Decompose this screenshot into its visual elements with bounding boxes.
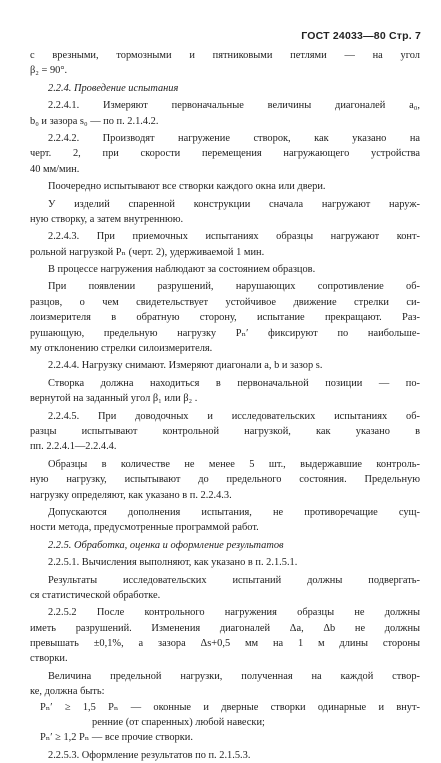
text-line: В процессе нагружения наблюдают за состоянием образцов.	[48, 264, 316, 276]
text-line: 2.2.5.2 После контрольного нагружения образцы не должны	[48, 607, 420, 619]
text-line: 2.2.4.1. Измеряют первоначальные величины диагоналей a₀,	[48, 100, 420, 112]
text-line: 2.2.5.3. Оформление результатов по п. 2.1.5.3.	[48, 749, 251, 761]
text-line: рольной нагрузкой Pₙ (черт. 2), удерживаемой 1 мин.	[30, 246, 265, 258]
text-line: 2.2.4.5. При доводочных и исследовательских испытаниях об-	[48, 410, 420, 422]
text-line: разцы испытывают контрольной нагрузкой, как указано в	[30, 425, 420, 437]
text-line: β₂ = 90°.	[30, 65, 68, 77]
text-line: Поочередно испытывают все створки каждого окна или двери.	[48, 181, 326, 193]
text-line: 2.2.4.2. Производят нагружение створок, как указано на	[48, 132, 420, 144]
text-line: 40 мм/мин.	[30, 163, 80, 175]
text-line: 2.2.4.4. Нагрузку снимают. Измеряют диагонали a, b и зазор s.	[48, 360, 323, 372]
text-line: нагрузку определяют, как указано в п. 2.2.4.3.	[30, 489, 232, 501]
text-line: 2.2.4.3. При приемочных испытаниях образцы нагружают конт-	[48, 231, 420, 243]
text-line: ке, должна быть:	[30, 686, 105, 698]
running-header: ГОСТ 24033—80 Стр. 7	[301, 30, 421, 42]
text-line: При появлении разрушений, нарушающих сопротивление об-	[48, 281, 420, 293]
text-line: ности метода, предусмотренные программой работ.	[30, 522, 259, 534]
text-line: 2.2.5.1. Вычисления выполняют, как указано в п. 2.1.5.1.	[48, 557, 298, 569]
text-line: ся статистической обработке.	[30, 589, 161, 601]
text-line: ную нагрузку, испытывают до предельного состояния. Предельную	[30, 474, 420, 486]
text-line: вернутой на заданный угол β₁ или β₂ .	[30, 393, 198, 405]
text-line: Допускаются дополнения испытания, не противоречащие сущ-	[48, 506, 420, 518]
text-line: превышать ±0,1%, а зазора Δs+0,5 мм на 1 м длины стороны	[30, 638, 420, 650]
text-line: рушающую, предельную нагрузку Pₙ′ фиксируют по наибольше-	[30, 327, 420, 339]
text-line: У изделий спаренной конструкции сначала нагружают наруж-	[48, 198, 420, 210]
text-line: Результаты исследовательских испытаний должны подвергать-	[48, 574, 420, 586]
text-line: Образцы в количестве не менее 5 шт., выдержавшие контроль-	[48, 458, 420, 470]
text-line: Величина предельной нагрузки, полученная на каждой створ-	[48, 670, 420, 682]
text-line: му отклонению стрелки силоизмерителя.	[30, 343, 213, 355]
section-heading: 2.2.5. Обработка, оценка и оформление результатов	[48, 539, 284, 551]
text-line: с врезными, тормозными и пятниковыми петлями — на угол	[30, 50, 420, 61]
text-line: Створка должна находиться в первоначальной позиции — по-	[48, 377, 420, 389]
text-line: черт. 2, при скорости перемещения нагружающего устройства	[30, 148, 420, 160]
section-heading: 2.2.4. Проведение испытания	[48, 82, 179, 94]
text-line: лоизмерителя в обратную сторону, испытание прекращают. Раз-	[30, 312, 420, 324]
text-line: разцов, о чем свидетельствует устойчивое движение стрелки си-	[30, 296, 420, 308]
body-text	[30, 48, 420, 763]
text-line: ную створку, а затем внутреннюю.	[30, 213, 184, 225]
text-line: иметь разрушений. Изменения диагоналей Δa, Δb не должны	[30, 622, 420, 634]
text-line: Pₙ′ ≥ 1,5 Pₙ — оконные и дверные створки одинарные и внут-	[40, 701, 420, 713]
text-line: Pₙ′ ≥ 1,2 Pₙ — все прочие створки.	[40, 732, 193, 744]
text-line: пп. 2.2.4.1—2.2.4.4.	[30, 441, 117, 453]
text-line: створки.	[30, 653, 68, 665]
text-line: ренние (от спаренных) любой навески;	[92, 717, 265, 729]
text-line: b₀ и зазора s₀ — по п. 2.1.4.2.	[30, 115, 159, 127]
